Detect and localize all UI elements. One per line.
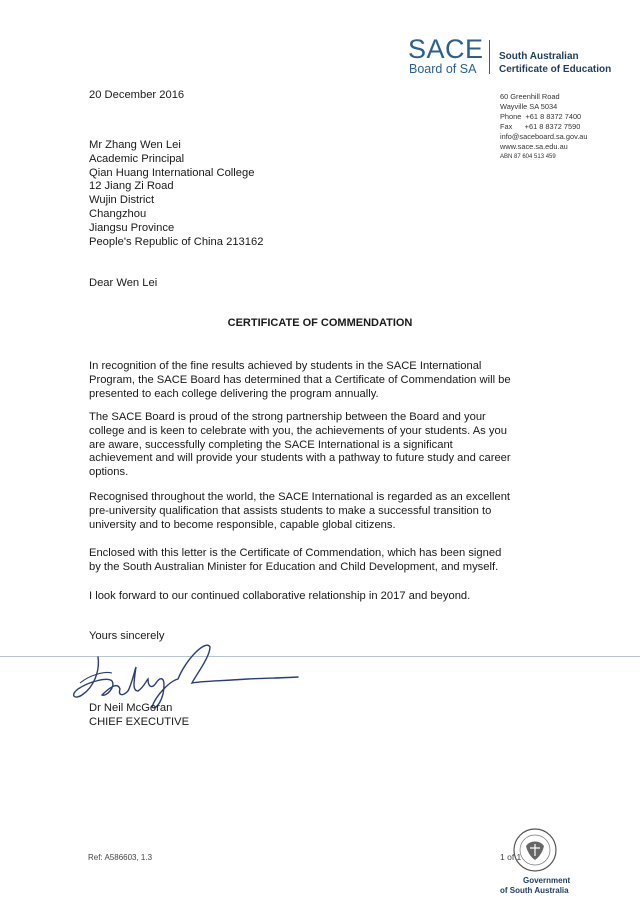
paragraph-line: The SACE Board is proud of the strong partnership between the Board and your xyxy=(89,411,486,423)
signatory-title: CHIEF EXECUTIVE xyxy=(89,716,190,728)
paragraph-line: achievement and will provide your students with a pathway to future study and career xyxy=(89,452,511,465)
address-email: info@saceboard.sa.gov.au xyxy=(500,132,588,141)
paragraph-line: pre-university qualification that assists students to make a successful transition to xyxy=(89,504,492,517)
address-web: www.sace.sa.edu.au xyxy=(500,142,568,151)
sace-logo-subtext: Board of SA xyxy=(409,62,477,76)
closing: Yours sincerely xyxy=(89,630,165,642)
paragraph-line: options. xyxy=(89,466,129,479)
body-paragraph xyxy=(89,491,549,532)
recipient-line: Wujin District xyxy=(89,194,155,207)
salutation: Dear Wen Lei xyxy=(89,277,158,289)
letter-heading: CERTIFICATE OF COMMENDATION xyxy=(227,317,413,329)
body-paragraph xyxy=(89,590,549,604)
recipient-line: Academic Principal xyxy=(89,152,185,165)
paragraph-line: are aware, successfully completing the SACE International is a significant xyxy=(89,438,453,451)
body-paragraph xyxy=(89,411,549,480)
paragraph-line: Enclosed with this letter is the Certificate of Commendation, which has been signed xyxy=(89,547,502,559)
body-paragraph xyxy=(89,547,549,575)
sender-address xyxy=(500,92,588,162)
recipient-address xyxy=(89,139,263,249)
address-fax: Fax +61 8 8372 7590 xyxy=(500,122,581,131)
letter-date: 20 December 2016 xyxy=(89,89,185,101)
government-name-line2: of South Australia xyxy=(500,886,569,895)
address-phone: Phone +61 8 8372 7400 xyxy=(500,112,582,121)
paragraph-line: college and is keen to celebrate with you, the achievements of your students. As you xyxy=(89,424,507,437)
paragraph-line: I look forward to our continued collaborative relationship in 2017 and beyond. xyxy=(89,590,471,602)
logo-divider xyxy=(489,40,490,74)
paragraph-line: Recognised throughout the world, the SACE International is regarded as an excellent xyxy=(89,491,511,503)
org-name-line2: Certificate of Education xyxy=(499,64,612,75)
document-reference: Ref: A586603, 1.3 xyxy=(88,853,153,862)
paragraph-line: university and to become responsible, capable global citizens. xyxy=(89,518,396,531)
paragraph-line: presented to each college delivering the program annually. xyxy=(89,387,379,400)
recipient-line: Changzhou xyxy=(89,207,147,220)
body-paragraph xyxy=(89,360,549,401)
recipient-line: 12 Jiang Zi Road xyxy=(89,180,174,193)
sa-government-crest-icon xyxy=(510,826,560,874)
recipient-line: People's Republic of China 213162 xyxy=(89,235,264,248)
government-name-line1: Government xyxy=(523,876,571,885)
recipient-line: Mr Zhang Wen Lei xyxy=(89,139,181,151)
address-street: 60 Greenhill Road xyxy=(500,92,560,101)
sace-logo-text: SACE xyxy=(408,34,484,64)
paragraph-line: In recognition of the fine results achieved by students in the SACE International xyxy=(89,360,482,372)
recipient-line: Qian Huang International College xyxy=(89,166,255,179)
paragraph-line: Program, the SACE Board has determined that a Certificate of Commendation will be xyxy=(89,373,511,386)
address-abn: ABN 87 604 513 459 xyxy=(500,154,556,160)
address-suburb: Wayville SA 5034 xyxy=(500,102,558,111)
org-name-line1: South Australian xyxy=(499,51,579,62)
paragraph-line: by the South Australian Minister for Education and Child Development, and myself. xyxy=(89,560,499,573)
recipient-line: Jiangsu Province xyxy=(89,221,175,234)
page-number: 1 of 1 xyxy=(500,852,522,862)
signatory-name: Dr Neil McGoran xyxy=(89,702,173,714)
